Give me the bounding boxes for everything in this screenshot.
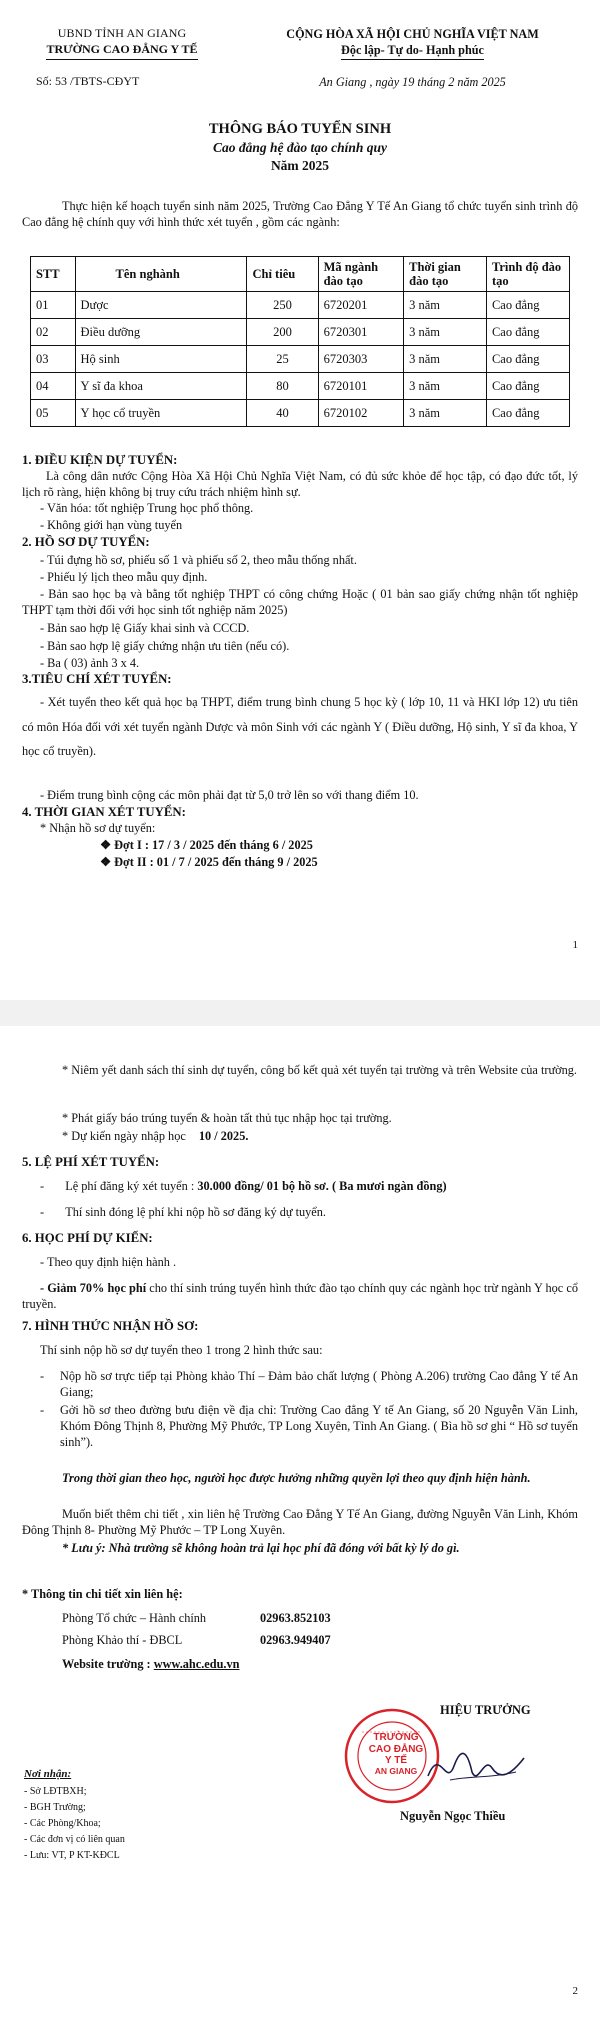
section-7-heading: 7. HÌNH THỨC NHẬN HỒ SƠ: [22,1319,199,1333]
tuition-item-1: - Theo quy định hiện hành . [40,1255,177,1269]
table-cell: 200 [247,319,318,346]
fee-note [40,1204,326,1220]
fee-note-text: Thí sinh đóng lệ phí khi nộp hồ sơ đăng ký dự tuyển. [65,1205,326,1219]
table-cell: 3 năm [404,373,487,400]
section-2-item: - Phiếu lý lịch theo mẫu quy định. [40,570,208,584]
table-cell: 40 [247,400,318,427]
table-cell: Cao đẳng [486,346,569,373]
table-cell: 80 [247,373,318,400]
submission-method-2 [40,1402,578,1451]
recipients-heading: Nơi nhận: [24,1768,72,1780]
page-number: 2 [572,1985,578,1997]
round-2 [100,854,318,870]
page-2 [0,1026,600,2021]
table-cell: Hộ sinh [75,346,247,373]
document-title: THÔNG BÁO TUYỂN SINH [208,121,392,137]
fee-label: Lệ phí đăng ký xét tuyển : [65,1179,195,1193]
table-cell: Cao đẳng [486,373,569,400]
seal-line: CAO ĐẲNG [368,1743,424,1755]
table-row [31,346,570,373]
section-4-heading: 4. THỜI GIAN XÉT TUYỂN: [22,805,186,819]
recipient-item: - BGH Trường; [24,1801,86,1813]
tuition-discount-text: cho thí sinh trúng tuyển hình thức đào tạo chính quy các ngành học trừ ngành Y học cổ truyền. [22,1281,578,1312]
section-1-text: Là công dân nước Cộng Hòa Xã Hội Chủ Nghĩa Việt Nam, có đủ sức khỏe để học tập, có đạo đức tốt, lý lịch rõ ràng, hiện không bị truy cứu trách nhiệm hình sự. [22,469,578,500]
section-7-intro: Thí sinh nộp hồ sơ dự tuyển theo 1 trong 2 hình thức sau: [40,1343,323,1357]
table-cell: Điều dưỡng [75,319,247,346]
contact-phone[interactable]: 02963.949407 [260,1633,331,1647]
table-row [31,373,570,400]
page-separator [0,1000,600,1026]
table-cell: 6720301 [318,319,404,346]
table-cell: Cao đẳng [486,319,569,346]
page-number: 1 [572,939,578,951]
seal-line: AN GIANG [374,1765,418,1776]
section-3-criteria: - Xét tuyển theo kết quả học bạ THPT, điểm trung bình chung 5 học kỳ ( lớp 10, 11 và HKI lớp 12) ưu tiên có môn Hóa đối với xét tuyển ngành Dược và môn Sinh với các ngành Y ( Điều dưỡng, Hộ sinh, Y sĩ đa khoa, Y học cổ truyền). [22,695,578,759]
table-cell: Cao đẳng [486,400,569,427]
section-3-heading: 3.TIÊU CHÍ XÉT TUYỂN: [22,672,172,686]
signer-title: HIỆU TRƯỞNG [440,1703,531,1717]
document-date: An Giang , ngày 19 tháng 2 năm 2025 [319,75,506,90]
section-1-heading: 1. ĐIỀU KIỆN DỰ TUYỂN: [22,453,178,467]
diamond-bullet-icon: ❖ [100,838,112,852]
table-cell: Dược [75,292,247,319]
enrollment-date: 10 / 2025. [198,1129,249,1143]
org-line-2: TRƯỜNG CAO ĐẲNG Y TẾ [46,42,197,60]
org-line-1: UBND TỈNH AN GIANG [57,26,187,40]
table-cell: 6720101 [318,373,404,400]
contact-phone[interactable]: 02963.852103 [260,1611,331,1625]
document-subtitle: Cao đẳng hệ đào tạo chính quy [212,140,388,156]
recipient-item: - Sở LĐTBXH; [24,1785,87,1797]
table-header-cell: Thời gian đào tạo [404,257,487,292]
table-cell: 03 [31,346,76,373]
table-cell: 6720201 [318,292,404,319]
section-6-heading: 6. HỌC PHÍ DỰ KIẾN: [22,1231,153,1245]
round-1 [100,837,313,853]
table-header-cell: Trình độ đào tạo [486,257,569,292]
table-cell: 250 [247,292,318,319]
table-cell: 6720102 [318,400,404,427]
dash-bullet-icon: - [40,1179,45,1193]
table-cell: Y học cổ truyền [75,400,247,427]
table-cell: 25 [247,346,318,373]
round-2-text: Đợt II : 01 / 7 / 2025 đến tháng 9 / 2025 [114,855,318,869]
result-announcement: * Niêm yết danh sách thí sinh dự tuyển, công bố kết quả xét tuyển tại trường và trên Website của trường. [62,1063,577,1077]
table-header-cell: Tên nghành [75,257,247,292]
section-1-item: - Không giới hạn vùng tuyển [40,518,183,532]
submission-method-1-text: Nộp hồ sơ trực tiếp tại Phòng khảo Thí – Đảm bảo chất lượng ( Phòng A.206) trường Cao đẳng Y tế An Giang; [60,1369,578,1400]
fee-item [40,1178,447,1194]
table-header-row [31,257,570,292]
table-row [31,400,570,427]
contact-dept: Phòng Khảo thí - ĐBCL [62,1633,183,1647]
recipient-item: - Các Phòng/Khoa; [24,1817,101,1829]
table-cell: Cao đẳng [486,292,569,319]
section-2-item: - Ba ( 03) ảnh 3 x 4. [40,656,140,670]
table-cell: 3 năm [404,346,487,373]
table-cell: 3 năm [404,292,487,319]
table-cell: Y sĩ đa khoa [75,373,247,400]
table-row [31,292,570,319]
website-line [62,1656,240,1672]
contact-dept: Phòng Tổ chức – Hành chính [62,1611,207,1625]
student-rights: Trong thời gian theo học, người học được hưởng những quyền lợi theo quy định hiện hành. [62,1471,531,1485]
section-2-item: - Bản sao hợp lệ giấy chứng nhận ưu tiên (nếu có). [40,639,290,653]
majors-table [30,256,570,427]
table-cell: 3 năm [404,319,487,346]
national-header [240,26,585,90]
document-year: Năm 2025 [270,157,330,173]
website-label: Website trường : [62,1657,151,1671]
recipient-item: - Lưu: VT, P KT-KĐCL [24,1849,120,1861]
more-info: Muốn biết thêm chi tiết , xin liên hệ Trường Cao Đẳng Y Tế An Giang, đường Nguyễn Văn Linh, Khóm Đông Thịnh 8- Phường Mỹ Phước – TP Long Xuyên. [22,1507,578,1538]
intro-paragraph: Thực hiện kế hoạch tuyển sinh năm 2025, Trường Cao Đẳng Y Tế An Giang tổ chức tuyển sinh trình độ Cao đẳng hệ chính quy với hình thức xét tuyển , gồm các ngành: [22,199,578,230]
table-header-cell: Mã ngành đào tạo [318,257,404,292]
seal-line: Y TẾ [384,1755,408,1766]
submission-method-2-text: Gởi hồ sơ theo đường bưu điện về địa chỉ: Trường Cao đẳng Y tế An Giang, số 20 Nguyễn Văn Linh, Khóm Đông Thịnh 8, Phường Mỹ Phước, TP Long Xuyên, Tỉnh An Giang. ( Bìa hồ sơ ghi “ Hồ sơ tuyển sinh”). [60,1403,578,1450]
section-4-intro: * Nhận hồ sơ dự tuyển: [40,821,156,835]
table-row [31,319,570,346]
signer-name: Nguyễn Ngọc Thiều [400,1809,506,1823]
section-3-min-score: - Điểm trung bình cộng các môn phải đạt từ 5,0 trở lên so với thang điểm 10. [40,788,419,802]
admission-notice: * Phát giấy báo trúng tuyển & hoàn tất thủ tục nhập học tại trường. [62,1111,392,1125]
tuition-discount: - Giảm 70% học phí [40,1281,147,1295]
section-5-heading: 5. LỆ PHÍ XÉT TUYỂN: [22,1155,160,1169]
website-link[interactable]: www.ahc.edu.vn [153,1657,240,1671]
recipient-item: - Các đơn vị có liên quan [24,1833,125,1845]
dash-bullet-icon: - [40,1205,45,1219]
enrollment-label: * Dự kiến ngày nhập học [62,1129,186,1143]
refund-notice: * Lưu ý: Nhà trường sẽ không hoàn trả lại học phí đã đóng với bất kỳ lý do gì. [62,1541,460,1555]
table-cell: 01 [31,292,76,319]
submission-method-1 [40,1368,578,1400]
table-cell: 02 [31,319,76,346]
section-2-item: - Túi đựng hồ sơ, phiếu số 1 và phiếu số 2, theo mẫu thống nhất. [40,553,357,567]
section-2-item: - Bản sao hợp lệ Giấy khai sinh và CCCD. [40,621,250,635]
document-title-block [0,120,600,175]
nation-line-1: CỘNG HÒA XÃ HỘI CHỦ NGHĨA VIỆT NAM [286,27,539,41]
table-header-cell: Chỉ tiêu [247,257,318,292]
contact-heading: * Thông tin chi tiết xin liên hệ: [22,1587,183,1601]
section-2-heading: 2. HỒ SƠ DỰ TUYỂN: [22,535,150,549]
section-2-item: - Bản sao học bạ và bằng tốt nghiệp THPT có công chứng Hoặc ( 01 bản sao giấy chứng nhận tốt nghiệp THPT tạm thời đối với học sinh tốt nghiệp năm 2025) [22,587,578,618]
table-cell: 04 [31,373,76,400]
recipients-block [24,1766,125,1864]
page-1 [0,0,600,1000]
dash-bullet-icon: - [40,1403,45,1417]
table-cell: 05 [31,400,76,427]
section-1-item: - Văn hóa: tốt nghiệp Trung học phổ thông. [40,501,254,515]
dash-bullet-icon: - [40,1369,45,1383]
tuition-item-2 [22,1280,578,1312]
document-number: Số: 53 /TBTS-CĐYT [36,73,140,88]
seal-line: TRƯỜNG [373,1732,419,1743]
nation-line-2: Độc lập- Tự do- Hạnh phúc [341,42,484,60]
table-header-cell: STT [31,257,76,292]
fee-value: 30.000 đồng/ 01 bộ hồ sơ. ( Ba mươi ngàn đồng) [197,1179,447,1193]
expected-enrollment [62,1128,600,1144]
diamond-bullet-icon: ❖ [100,855,112,869]
handwritten-signature-icon [420,1736,530,1796]
table-cell: 3 năm [404,400,487,427]
issuing-organization [22,26,222,89]
table-cell: 6720303 [318,346,404,373]
round-1-text: Đợt I : 17 / 3 / 2025 đến tháng 6 / 2025 [114,838,313,852]
